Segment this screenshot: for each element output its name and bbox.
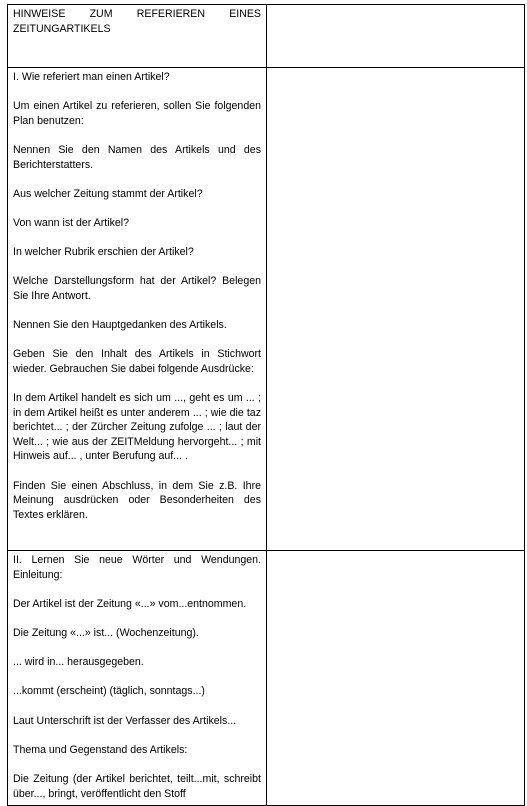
document-title: HINWEISE ZUM REFERIEREN EINES ZEITUNGARTIKELS	[13, 8, 261, 35]
referat-table	[7, 4, 525, 806]
table-row	[8, 68, 525, 551]
paragraph: Laut Unterschrift ist der Verfasser des Artikels...	[13, 714, 237, 727]
paragraph: Aus welcher Zeitung stammt der Artikel?	[13, 187, 203, 200]
empty-cell	[267, 551, 525, 806]
paragraph: Von wann ist der Artikel?	[13, 216, 130, 229]
paragraph: Thema und Gegenstand des Artikels:	[13, 743, 188, 756]
paragraph: Die Zeitung «...» ist... (Wochenzeitung).	[13, 626, 199, 639]
paragraph: In welcher Rubrik erschien der Artikel?	[13, 246, 194, 259]
paragraph: Nennen Sie den Namen des Artikels und des Berichterstatters.	[13, 143, 261, 171]
section1-cell	[8, 68, 267, 551]
empty-cell	[267, 5, 525, 68]
empty-cell	[267, 68, 525, 551]
paragraph: Um einen Artikel zu referieren, sollen Sie folgenden Plan benutzen:	[13, 100, 261, 127]
paragraph: Finden Sie einen Abschluss, in dem Sie z.B. Ihre Meinung ausdrücken oder Besonderheiten des Textes erklären.	[13, 479, 261, 521]
paragraph: Der Artikel ist der Zeitung «...» vom...entnommen.	[13, 597, 247, 610]
table-row	[8, 551, 525, 806]
section1-heading: I. Wie referiert man einen Artikel?	[13, 71, 170, 83]
paragraph: ... wird in... herausgegeben.	[13, 656, 144, 669]
section2-heading: II. Lernen Sie neue Wörter und Wendungen. Einleitung:	[13, 554, 261, 581]
title-cell	[8, 5, 267, 68]
paragraph: Die Zeitung (der Artikel berichtet, teilt...mit, schreibt über..., bringt, veröffentlicht den Stoff	[13, 772, 261, 800]
table-row	[8, 5, 525, 68]
paragraph: In dem Artikel handelt es sich um ..., geht es um ... ; in dem Artikel heißt es unter anderem ... ; wie die taz berichtet... ; der Zürcher Zeitung zufolge ... ; laut der Welt... ; wie aus der ZEITMeldung hervorgeht... ; mit Hinweis auf... , unter Berufung auf... .	[13, 392, 261, 463]
paragraph: Geben Sie den Inhalt des Artikels in Stichwort wieder. Gebrauchen Sie dabei folgende Ausdrücke:	[13, 348, 261, 375]
paragraph: Welche Darstellungsform hat der Artikel? Belegen Sie Ihre Antwort.	[13, 275, 261, 302]
paragraph: ...kommt (erscheint) (täglich, sonntags...)	[13, 685, 205, 698]
section2-cell	[8, 551, 267, 806]
paragraph: Nennen Sie den Hauptgedanken des Artikels.	[13, 319, 227, 332]
